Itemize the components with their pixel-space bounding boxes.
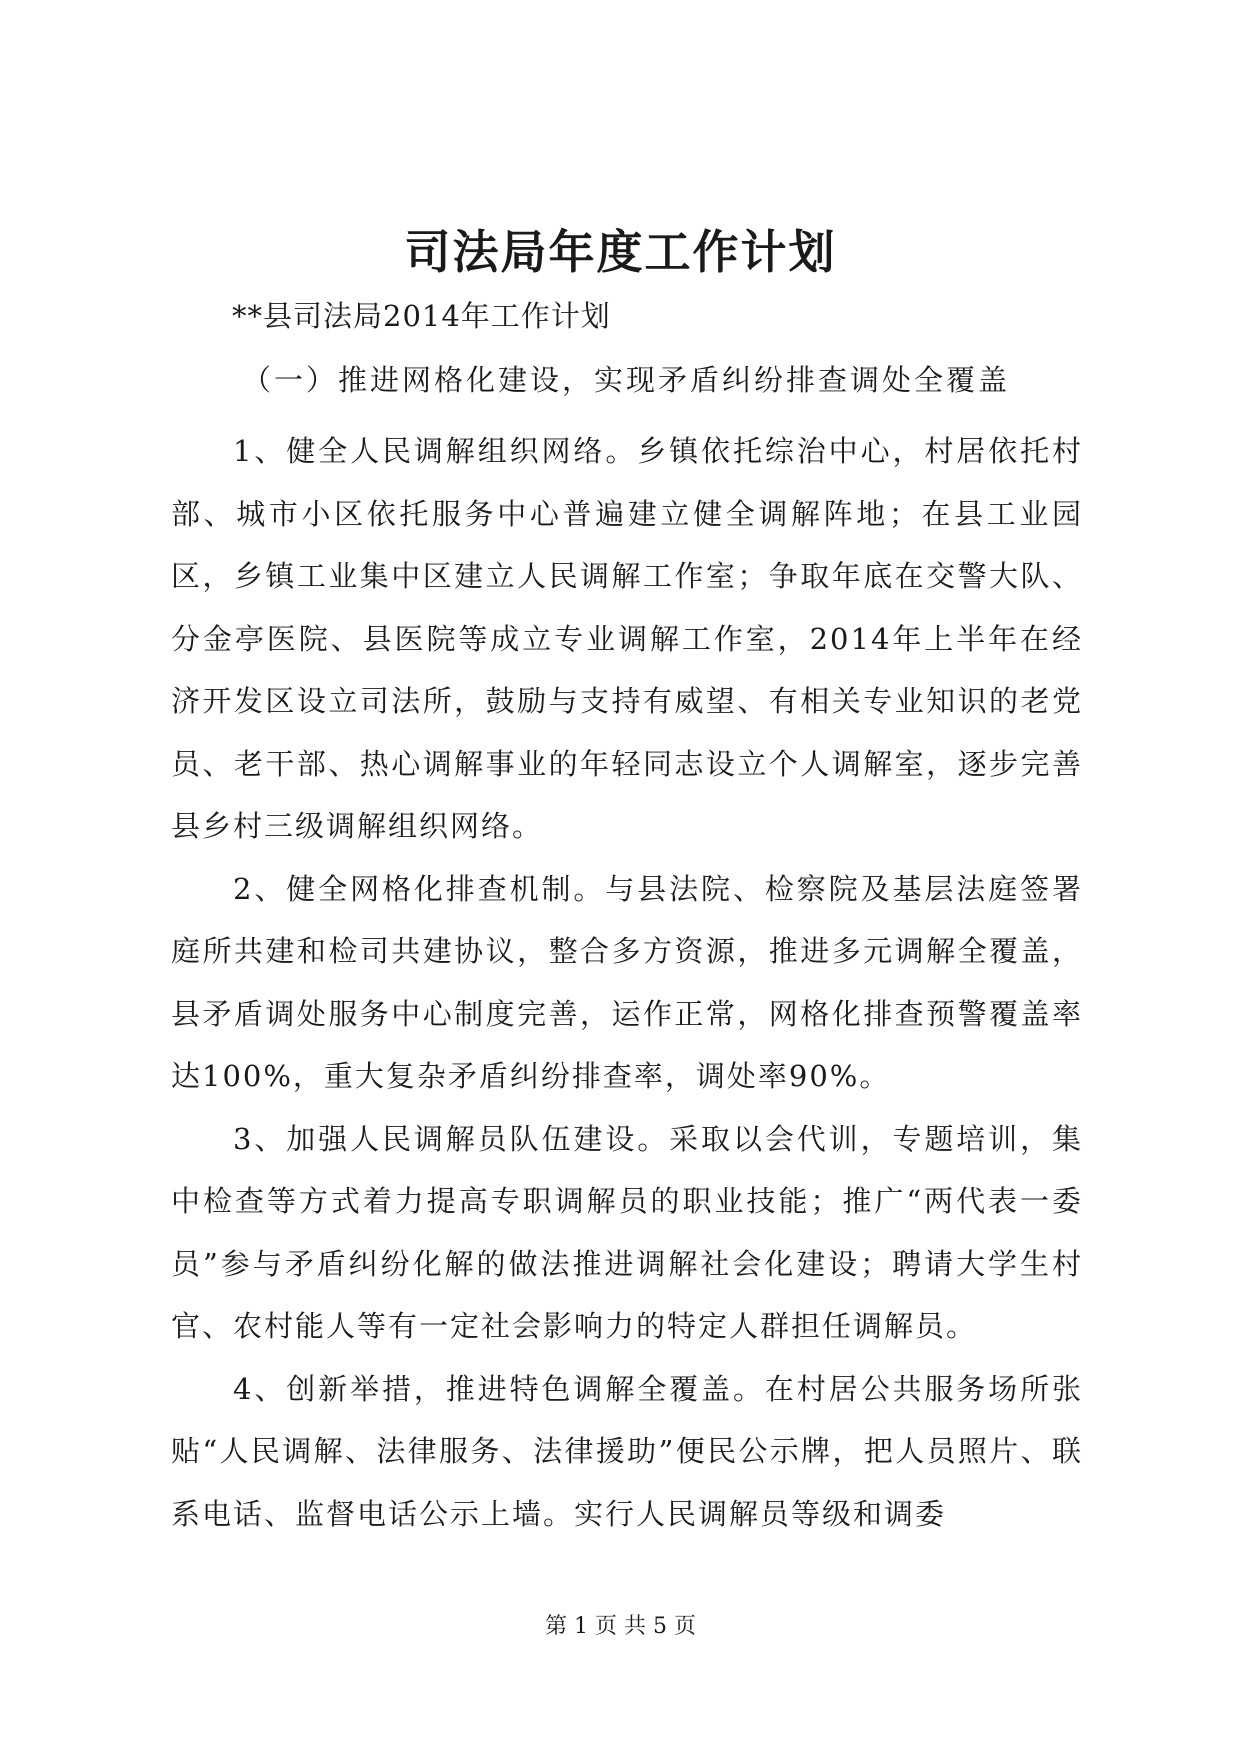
- document-subtitle: **县司法局2014年工作计划: [232, 299, 611, 333]
- paragraph-2: 2、健全网格化排查机制。与县法院、检察院及基层法庭签署庭所共建和检司共建协议，整合多方资源，推进多元调解全覆盖，县矛盾调处服务中心制度完善，运作正常，网格化排查预警覆盖率达100%，重大复杂矛盾纠纷排查率，调处率90%。: [171, 871, 1083, 1093]
- paragraph-4: 4、创新举措，推进特色调解全覆盖。在村居公共服务场所张贴“人民调解、法律服务、法律援助”便民公示牌，把人员照片、联系电话、监督电话公示上墙。实行人民调解员等级和调委: [171, 1371, 1083, 1531]
- section-heading: （一）推进网格化建设，实现矛盾纠纷排查调处全覆盖: [242, 363, 1011, 397]
- page-number-footer: 第 1 页 共 5 页: [545, 1614, 696, 1639]
- document-title: 司法局年度工作计划: [404, 225, 837, 279]
- document-body: [171, 420, 1083, 1545]
- paragraph-1: 1、健全人民调解组织网络。乡镇依托综治中心，村居依托村部、城市小区依托服务中心普遍建立健全调解阵地；在县工业园区，乡镇工业集中区建立人民调解工作室；争取年底在交警大队、分金亭医院、县医院等成立专业调解工作室，2014年上半年在经济开发区设立司法所，鼓励与支持有威望、有相关专业知识的老党员、老干部、热心调解事业的年轻同志设立个人调解室，逐步完善县乡村三级调解组织网络。: [171, 434, 1083, 843]
- paragraph-3: 3、加强人民调解员队伍建设。采取以会代训，专题培训，集中检查等方式着力提高专职调解员的职业技能；推广“两代表一委员”参与矛盾纠纷化解的做法推进调解社会化建设；聘请大学生村官、农村能人等有一定社会影响力的特定人群担任调解员。: [171, 1121, 1083, 1343]
